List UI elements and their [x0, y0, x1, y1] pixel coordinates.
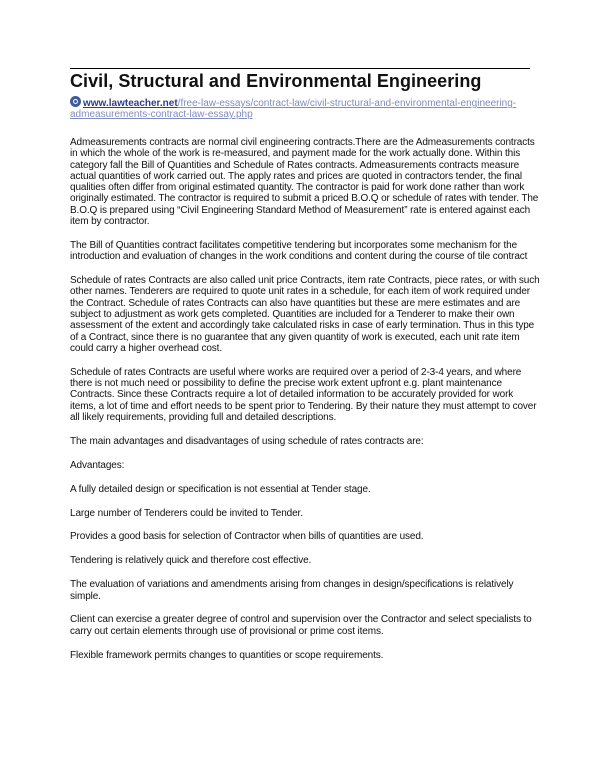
lawteacher-logo-icon [70, 96, 81, 107]
list-item: A fully detailed design or specification is not essential at Tender stage. [70, 483, 371, 495]
paragraph: The Bill of Quantities contract facilitates competitive tendering but incorporates some mechanism for the introduction and evaluation of changes in the work conditions and content during the course of tile contract [70, 239, 528, 263]
page-title: Civil, Structural and Environmental Engineering [70, 71, 482, 91]
list-item: Flexible framework permits changes to quantities or scope requirements. [70, 649, 384, 661]
list-item: Client can exercise a greater degree of control and supervision over the Contractor and select specialists to carry out certain elements through use of provisional or prime cost items. [70, 614, 532, 637]
section-heading-advantages: Advantages: [70, 459, 125, 471]
paragraph: Schedule of rates Contracts are also called unit price Contracts, item rate Contracts, piece rates, or with such other names. Tenderers are required to quote unit rates in a schedule, for each item of work required under the Contract. Schedule of rates Contracts can also have quantities but these are mere estimates and are subject to adjustment as work gets completed. Quantities are included for a Tenderer to make their own assessment of the extent and accordingly take calculated risks in case of early termination. Thus in this type of a Contract, since there is no guarantee that any given quantity of work is executed, each unit rate item could carry a higher overhead cost. [70, 275, 540, 354]
paragraph: Admeasurements contracts are normal civil engineering contracts.There are the Admeasurements contracts in which the whole of the work is re-measured, and payment made for the work actually done. Within this category fall the Bill of Quantities and Schedule of Rates contracts. Admeasurements contracts measure actual quantities of work carried out. The apply rates and prices are quoted in contractors tender, the final qualities often differ from original estimated quantity. The contractor is paid for work done rather than work originally estimated. The contractor is required to submit a priced B.O.Q or schedule of rates with tender. The B.O.Q is prepared using “Civil Engineering Standard Method of Measurement” rate is entered against each item by contractor. [70, 137, 539, 228]
source-link[interactable] [70, 96, 540, 120]
list-item: Large number of Tenderers could be invited to Tender. [70, 507, 303, 519]
source-path[interactable]: /free-law-essays/contract-law/civil-structural-and-environmental-engineering-admeasurements-contract-law-essay.php [70, 98, 517, 120]
list-item: Tendering is relatively quick and therefore cost effective. [70, 555, 312, 567]
paragraph: Schedule of rates Contracts are useful where works are required over a period of 2-3-4 years, and where there is not much need or possibility to define the precise work extent upfront e.g. plant maintenance Contracts. Since these Contracts require a lot of detailed information to be accurately provided for work items, a lot of time and effort needs to be spent prior to Tendering. By their nature they must attempt to cover all likely requirements, providing full and detailed descriptions. [70, 366, 537, 424]
list-item: The evaluation of variations and amendments arising from changes in design/specifications is relatively simple. [70, 579, 514, 602]
source-domain[interactable]: www.lawteacher.net [83, 98, 178, 109]
paragraph: The main advantages and disadvantages of using schedule of rates contracts are: [70, 435, 424, 447]
document-body [70, 137, 540, 674]
title-rule [70, 68, 530, 69]
list-item: Provides a good basis for selection of Contractor when bills of quantities are used. [70, 531, 424, 543]
